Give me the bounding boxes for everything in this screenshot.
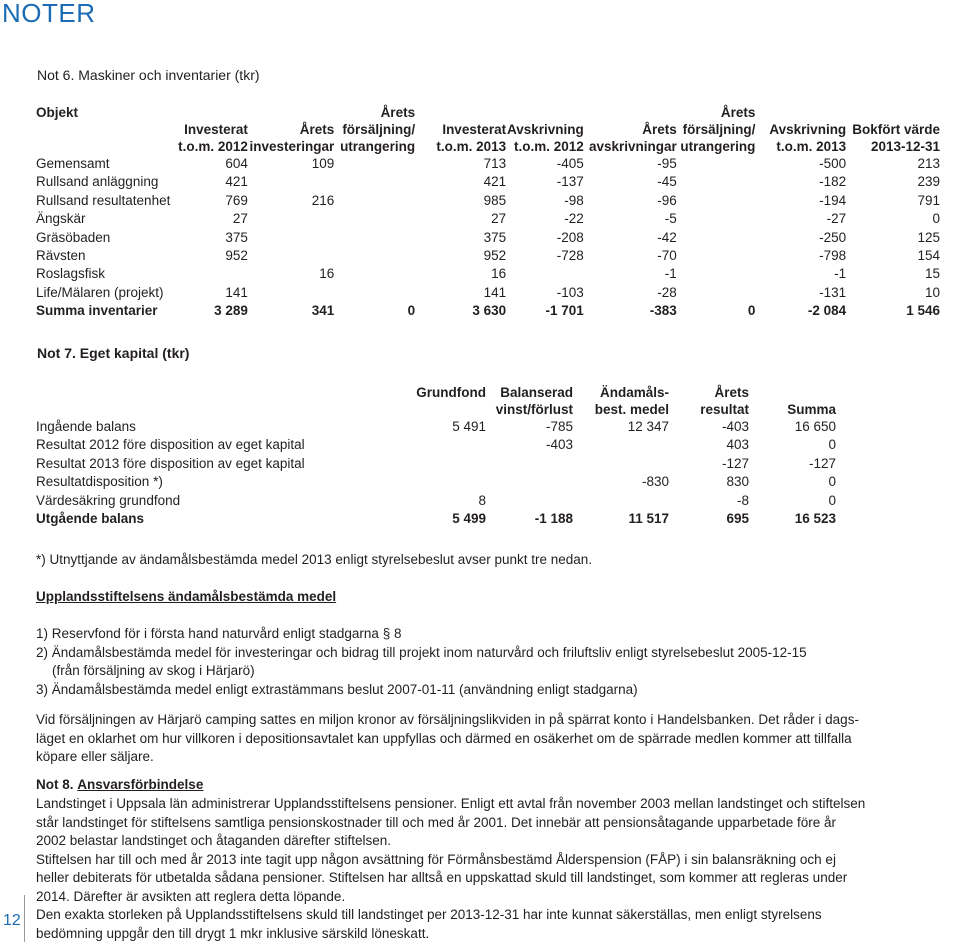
- table-cell: -500: [755, 155, 846, 173]
- note8-heading-title: Ansvarsförbindelse: [77, 777, 203, 792]
- table-row: [36, 210, 940, 228]
- table-cell: [334, 229, 415, 247]
- table-cell: 16: [415, 265, 506, 283]
- column-header: utrangering: [677, 138, 756, 155]
- table-cell: -22: [506, 210, 584, 228]
- table-cell: [677, 173, 756, 191]
- table-cell: 213: [846, 155, 940, 173]
- sum-label: Utgående balans: [36, 510, 416, 528]
- table-cell: [677, 229, 756, 247]
- table-cell: [334, 173, 415, 191]
- note7-table: [36, 384, 836, 528]
- column-header: vinst/förlust: [486, 401, 573, 418]
- table-cell: -1: [755, 265, 846, 283]
- row-label: Roslagsfisk: [36, 265, 178, 283]
- note8-heading: [36, 776, 960, 795]
- table-row: [36, 229, 940, 247]
- column-header: [248, 104, 334, 121]
- table-row: [36, 155, 940, 173]
- table-cell: [677, 192, 756, 210]
- note8-body: [36, 795, 960, 943]
- row-label: Rullsand resultatenhet: [36, 192, 178, 210]
- table-cell: [334, 247, 415, 265]
- table-cell: [334, 192, 415, 210]
- table-cell: -127: [669, 455, 749, 473]
- table-cell: [677, 284, 756, 302]
- table-cell: 5 491: [416, 418, 486, 436]
- table-cell: -405: [506, 155, 584, 173]
- note8-line: 2014. Därefter är avsikten att reglera detta löpande.: [36, 888, 960, 907]
- table-cell: 0: [749, 436, 836, 454]
- sum-cell: 0: [334, 302, 415, 320]
- table-cell: 952: [178, 247, 248, 265]
- table-cell: 27: [415, 210, 506, 228]
- table-cell: [248, 210, 334, 228]
- table-cell: -403: [669, 418, 749, 436]
- header-row: [36, 401, 836, 418]
- funds-item: 1) Reservfond för i första hand naturvård enligt stadgarna § 8: [36, 625, 960, 644]
- table-cell: -5: [584, 210, 677, 228]
- header-row: [36, 104, 940, 121]
- row-label: Rävsten: [36, 247, 178, 265]
- sum-cell: 3 289: [178, 302, 248, 320]
- column-header: resultat: [669, 401, 749, 418]
- column-header: försäljning/: [677, 121, 756, 138]
- table-cell: -798: [755, 247, 846, 265]
- note6-heading: Not 6. Maskiner och inventarier (tkr): [37, 67, 260, 83]
- table-cell: -182: [755, 173, 846, 191]
- table-cell: 141: [415, 284, 506, 302]
- table-cell: -45: [584, 173, 677, 191]
- table-cell: [248, 284, 334, 302]
- sum-cell: 11 517: [573, 510, 669, 528]
- table-cell: 421: [415, 173, 506, 191]
- sum-cell: 695: [669, 510, 749, 528]
- table-cell: -403: [486, 436, 573, 454]
- table-cell: -127: [749, 455, 836, 473]
- column-header: Årets: [669, 384, 749, 401]
- column-header: Investerat: [178, 121, 248, 138]
- sum-cell: 16 523: [749, 510, 836, 528]
- table-cell: [248, 229, 334, 247]
- table-cell: [486, 455, 573, 473]
- sum-cell: 341: [248, 302, 334, 320]
- column-header: [178, 104, 248, 121]
- table-cell: [334, 284, 415, 302]
- table-cell: [416, 455, 486, 473]
- column-header: [506, 104, 584, 121]
- table-cell: [677, 265, 756, 283]
- sum-row: [36, 510, 836, 528]
- table-cell: [334, 210, 415, 228]
- table-cell: [416, 436, 486, 454]
- table-cell: 12 347: [573, 418, 669, 436]
- column-header: Årets: [677, 104, 756, 121]
- note6-table: [36, 104, 940, 321]
- table-cell: -103: [506, 284, 584, 302]
- column-header: avskrivningar: [584, 138, 677, 155]
- table-cell: [248, 173, 334, 191]
- column-header: Balanserad: [486, 384, 573, 401]
- table-cell: [178, 265, 248, 283]
- funds-list: [36, 625, 960, 699]
- table-cell: 8: [416, 492, 486, 510]
- table-cell: -194: [755, 192, 846, 210]
- table-cell: [573, 455, 669, 473]
- sum-cell: 5 499: [416, 510, 486, 528]
- funds-item: 2) Ändamålsbestämda medel för investeringar och bidrag till projekt inom naturvård och friluftsliv enligt styrelsebeslut 2005-12-15: [36, 644, 960, 663]
- page-number: 12: [3, 912, 21, 930]
- column-header: [36, 384, 416, 401]
- note8-line: Stiftelsen har till och med år 2013 inte tagit upp någon avsättning för Förmånsbestämd Ålderspension (FÅP) i sin balansräkning och ej: [36, 851, 960, 870]
- column-header: [36, 401, 416, 418]
- table-cell: 375: [178, 229, 248, 247]
- column-header: Årets: [334, 104, 415, 121]
- funds-paragraph-line: Vid försäljningen av Härjarö camping sattes en miljon kronor av försäljningslikviden in på spärrat konto i Handelsbanken. Det råder i dags-: [36, 711, 960, 730]
- page-title: NOTER: [2, 0, 96, 29]
- table-cell: 141: [178, 284, 248, 302]
- column-header: t.o.m. 2013: [415, 138, 506, 155]
- table-cell: 952: [415, 247, 506, 265]
- table-cell: 0: [846, 210, 940, 228]
- table-cell: [486, 473, 573, 491]
- table-cell: [334, 265, 415, 283]
- column-header: [415, 104, 506, 121]
- sum-cell: 0: [677, 302, 756, 320]
- table-row: [36, 436, 836, 454]
- table-cell: [506, 265, 584, 283]
- table-cell: -728: [506, 247, 584, 265]
- column-header: Avskrivning: [755, 121, 846, 138]
- table-cell: 0: [749, 473, 836, 491]
- column-header: Årets: [248, 121, 334, 138]
- table-row: [36, 247, 940, 265]
- table-cell: [416, 473, 486, 491]
- row-label: Ingående balans: [36, 418, 416, 436]
- row-label: Gemensamt: [36, 155, 178, 173]
- column-header: Bokfört värde: [846, 121, 940, 138]
- table-cell: [573, 436, 669, 454]
- note8-line: Den exakta storleken på Upplandsstiftelsens skuld till landstinget per 2013-12-31 har inte kunnat säkerställas, men enligt styrelsens: [36, 906, 960, 925]
- table-cell: 109: [248, 155, 334, 173]
- column-header: [584, 104, 677, 121]
- note8-line: Landstinget i Uppsala län administrerar Upplandsstiftelsens pensioner. Enligt ett avtal från november 2003 mellan landstinget och stiftelsen: [36, 795, 960, 814]
- row-label: Värdesäkring grundfond: [36, 492, 416, 510]
- sum-cell: -2 084: [755, 302, 846, 320]
- column-header: t.o.m. 2013: [755, 138, 846, 155]
- sum-cell: -383: [584, 302, 677, 320]
- table-row: [36, 192, 940, 210]
- column-header: t.o.m. 2012: [178, 138, 248, 155]
- header-row: [36, 121, 940, 138]
- column-header: best. medel: [573, 401, 669, 418]
- sum-cell: 3 630: [415, 302, 506, 320]
- table-cell: 791: [846, 192, 940, 210]
- funds-paragraph: [36, 711, 960, 767]
- table-cell: [334, 155, 415, 173]
- note8-line: står landstinget för stiftelsens samtliga pensionskostnader till och med år 2001. Det innebär att pensionsåtagande upparbetade före år: [36, 814, 960, 833]
- table-cell: 16: [248, 265, 334, 283]
- column-header: Objekt: [36, 104, 178, 121]
- table-cell: 403: [669, 436, 749, 454]
- column-header: [416, 401, 486, 418]
- column-header: Årets: [584, 121, 677, 138]
- table-cell: 125: [846, 229, 940, 247]
- table-cell: 604: [178, 155, 248, 173]
- table-cell: 27: [178, 210, 248, 228]
- column-header: [36, 121, 178, 138]
- table-cell: 985: [415, 192, 506, 210]
- row-label: Resultatdisposition *): [36, 473, 416, 491]
- row-label: Gräsöbaden: [36, 229, 178, 247]
- column-header: 2013-12-31: [846, 138, 940, 155]
- table-cell: -830: [573, 473, 669, 491]
- funds-item: 3) Ändamålsbestämda medel enligt extrastämmans beslut 2007-01-11 (användning enligt stadgarna): [36, 681, 960, 700]
- row-label: Ängskär: [36, 210, 178, 228]
- column-header: försäljning/: [334, 121, 415, 138]
- table-row: [36, 473, 836, 491]
- table-cell: 10: [846, 284, 940, 302]
- column-header: [755, 104, 846, 121]
- table-cell: -70: [584, 247, 677, 265]
- note8-line: 2002 belastar landstinget och åtaganden därefter stiftelsen.: [36, 832, 960, 851]
- table-cell: [677, 155, 756, 173]
- funds-paragraph-line: köpare eller säljare.: [36, 748, 960, 767]
- table-cell: 769: [178, 192, 248, 210]
- table-cell: -8: [669, 492, 749, 510]
- note7-heading: Not 7. Eget kapital (tkr): [37, 345, 189, 361]
- table-cell: -1: [584, 265, 677, 283]
- sum-cell: 1 546: [846, 302, 940, 320]
- table-cell: 16 650: [749, 418, 836, 436]
- table-cell: 713: [415, 155, 506, 173]
- table-row: [36, 492, 836, 510]
- table-row: [36, 265, 940, 283]
- sum-row: [36, 302, 940, 320]
- table-cell: -27: [755, 210, 846, 228]
- table-cell: 15: [846, 265, 940, 283]
- table-cell: [677, 247, 756, 265]
- table-cell: 216: [248, 192, 334, 210]
- header-row: [36, 384, 836, 401]
- table-row: [36, 173, 940, 191]
- column-header: [749, 384, 836, 401]
- table-cell: 0: [749, 492, 836, 510]
- page-header: [0, 0, 960, 34]
- header-row: [36, 138, 940, 155]
- sum-label: Summa inventarier: [36, 302, 178, 320]
- sum-cell: -1 188: [486, 510, 573, 528]
- column-header: t.o.m. 2012: [506, 138, 584, 155]
- table-row: [36, 418, 836, 436]
- row-label: Rullsand anläggning: [36, 173, 178, 191]
- table-row: [36, 284, 940, 302]
- table-cell: -785: [486, 418, 573, 436]
- table-cell: -42: [584, 229, 677, 247]
- row-label: Resultat 2012 före disposition av eget kapital: [36, 436, 416, 454]
- column-header: Summa: [749, 401, 836, 418]
- column-header: Investerat: [415, 121, 506, 138]
- column-header: Avskrivning: [506, 121, 584, 138]
- table-cell: -96: [584, 192, 677, 210]
- column-header: Ändamåls-: [573, 384, 669, 401]
- table-cell: 830: [669, 473, 749, 491]
- note8-line: heller debiterats för utbetalda sådana pensioner. Stiftelsen har alltså en uppskattad skuld till landstinget, som kommer att regleras under: [36, 869, 960, 888]
- table-cell: 375: [415, 229, 506, 247]
- table-cell: -250: [755, 229, 846, 247]
- column-header: utrangering: [334, 138, 415, 155]
- table-cell: [677, 210, 756, 228]
- table-cell: -95: [584, 155, 677, 173]
- funds-paragraph-line: läget en oklarhet om hur villkoren i depositionsavtalet kan uppfyllas och därmed en osäkerhet om de spärrade medlen kommer att tillfalla: [36, 730, 960, 749]
- table-cell: 154: [846, 247, 940, 265]
- table-cell: 421: [178, 173, 248, 191]
- table-cell: -208: [506, 229, 584, 247]
- funds-item: (från försäljning av skog i Härjarö): [36, 662, 960, 681]
- column-header: Grundfond: [416, 384, 486, 401]
- table-cell: [486, 492, 573, 510]
- column-header: [846, 104, 940, 121]
- table-cell: [573, 492, 669, 510]
- table-row: [36, 455, 836, 473]
- margin-rule: [24, 895, 25, 942]
- funds-heading: Upplandsstiftelsens ändamålsbestämda medel: [36, 589, 336, 604]
- note7-footnote: *) Utnyttjande av ändamålsbestämda medel 2013 enligt styrelsebeslut avser punkt tre nedan.: [36, 551, 960, 570]
- table-cell: -131: [755, 284, 846, 302]
- note8-heading-prefix: Not 8.: [36, 777, 74, 792]
- table-cell: -137: [506, 173, 584, 191]
- row-label: Life/Mälaren (projekt): [36, 284, 178, 302]
- column-header: [36, 138, 178, 155]
- sum-cell: -1 701: [506, 302, 584, 320]
- table-cell: -28: [584, 284, 677, 302]
- row-label: Resultat 2013 före disposition av eget kapital: [36, 455, 416, 473]
- table-cell: -98: [506, 192, 584, 210]
- note8-line: bedömning uppgår den till drygt 1 mkr inklusive särskild löneskatt.: [36, 925, 960, 943]
- table-cell: 239: [846, 173, 940, 191]
- column-header: investeringar: [248, 138, 334, 155]
- table-cell: [248, 247, 334, 265]
